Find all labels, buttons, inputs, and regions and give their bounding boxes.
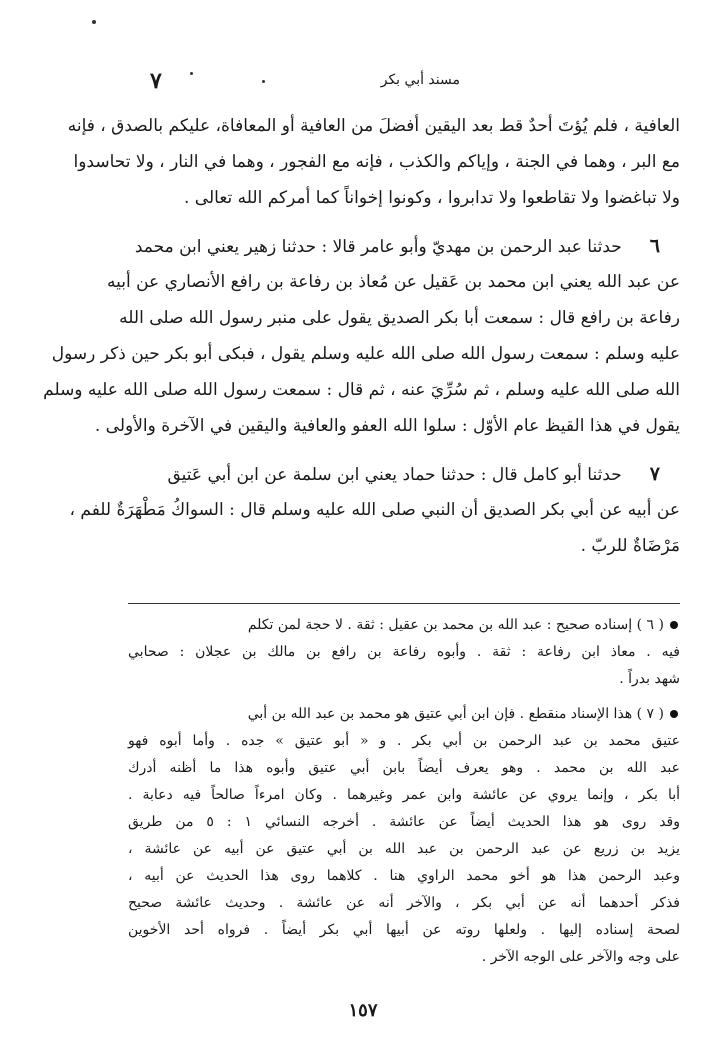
bullet-icon xyxy=(670,621,678,629)
note-line: شهد بدراً . xyxy=(619,671,680,687)
text-line: حدثنا أبو كامل قال : حدثنا حماد يعني ابن سلمة عن ابن أبي عَتيق xyxy=(167,465,622,485)
running-title: مسند أبي بكر xyxy=(380,72,460,88)
note-line: ( ٦ ) إسناده صحيح : عبد الله بن محمد بن عقيل : ثقة . لا حجة لمن تكلم xyxy=(247,617,664,633)
page-number: ١٥٧ xyxy=(348,1000,378,1021)
note-line: أبا بكر ، وإنما يروي عن عائشة وابن عمر وغيرهما . وكان امرءاً صالحاً فيه دعابة . xyxy=(128,787,680,803)
note-line: لصحة إسناده إليها . ولعلها روته عن أبيها أبي بكر أيضاً . فرواه أحد الأخوين xyxy=(128,922,680,938)
note-7 xyxy=(128,701,680,971)
text-line: عن أبيه عن أبي بكر الصديق أن النبي صلى الله عليه وسلم قال : السواكُ مَطْهَرَةٌ للفم ، xyxy=(69,500,680,520)
text-line: رفاعة بن رافع قال : سمعت أبا بكر الصديق يقول على منبر رسول الله صلى الله xyxy=(119,308,680,328)
note-line: فذكر أحدهما أنه عن أبي بكر ، والآخر أنه عن عائشة . وحديث عائشة صحيح xyxy=(128,895,680,911)
text-line: الله صلى الله عليه وسلم ، ثم سُرِّيَ عنه ، ثم قال : سمعت رسول الله صلى الله عليه وسلم xyxy=(43,380,680,400)
hadith-6 xyxy=(43,228,680,444)
text-line: عن عبد الله يعني ابن محمد بن عَقيل عن مُعاذ بن رفاعة بن رافع الأنصاري عن أبيه xyxy=(106,272,680,292)
text-line: مَرْضَاةٌ للربّ . xyxy=(580,536,680,556)
note-line: وقد روى هو هذا الحديث أيضاً عن عائشة . أخرجه النسائي ١ : ٥ من طريق xyxy=(128,814,681,830)
note-line: عتيق محمد بن عبد الرحمن بن أبي بكر . و « أبو عتيق » جده . وأما أبوه فهو xyxy=(128,733,680,749)
footnotes xyxy=(128,612,680,979)
note-line: فيه . معاذ ابن رفاعة : ثقة . وأبوه رفاعة بن رافع بن مالك بن عجلان : صحابي xyxy=(128,644,680,660)
footnote-separator xyxy=(128,603,680,604)
text-line: حدثنا عبد الرحمن بن مهديّ وأبو عامر قالا : حدثنا زهير يعني ابن محمد xyxy=(134,237,622,257)
note-line: عبد الله بن محمد . وهو يعرف أيضاً بابن أبي عتيق وأبوه هذا ما أظنه أدرك xyxy=(128,760,680,776)
header-hadith-number: ٧ xyxy=(150,68,162,94)
print-speck xyxy=(92,20,96,24)
hadith-number: ٦ xyxy=(649,235,660,257)
text-line: مع البر ، وهما في الجنة ، وإياكم والكذب ، فإنه مع الفجور ، وهما في النار ، ولا تحاسدوا xyxy=(73,152,680,172)
note-line: يزيد بن زريع عن عبد الرحمن بن عبد الله بن أبي عتيق عن أبيه عن عائشة ، xyxy=(128,841,680,857)
note-line: وعبد الرحمن هذا هو أخو محمد الراوي هنا . كلاهما روى هذا الحديث عن أبيه ، xyxy=(128,868,680,884)
note-line: على وجه والآخر على الوجه الآخر . xyxy=(481,949,680,965)
note-6 xyxy=(128,612,680,693)
text-line: ولا تباغضوا ولا تقاطعوا ولا تدابروا ، وكونوا إخواناً كما أمركم الله تعالى . xyxy=(184,188,680,208)
text-line: يقول في هذا القيظ عام الأوّل : سلوا الله العفو والعافية واليقين في الآخرة والأولى . xyxy=(94,416,680,436)
hadith-7 xyxy=(69,456,680,564)
note-line: ( ٧ ) هذا الإسناد منقطع . فإن ابن أبي عتيق هو محمد بن عبد الله بن أبي xyxy=(247,706,664,722)
text-line: عليه وسلم : سمعت رسول الله صلى الله عليه وسلم يقول ، فبكى أبو بكر حين ذكر رسول xyxy=(51,344,680,364)
text-line: العافية ، فلم يُؤتَ أحدٌ قط بعد اليقين أفضلَ من العافية أو المعافاة، عليكم بالصدق ، فإنه xyxy=(67,116,680,136)
hadith-number: ٧ xyxy=(649,463,660,485)
main-text xyxy=(43,108,680,564)
page-header xyxy=(150,68,680,98)
bullet-icon xyxy=(670,710,678,718)
